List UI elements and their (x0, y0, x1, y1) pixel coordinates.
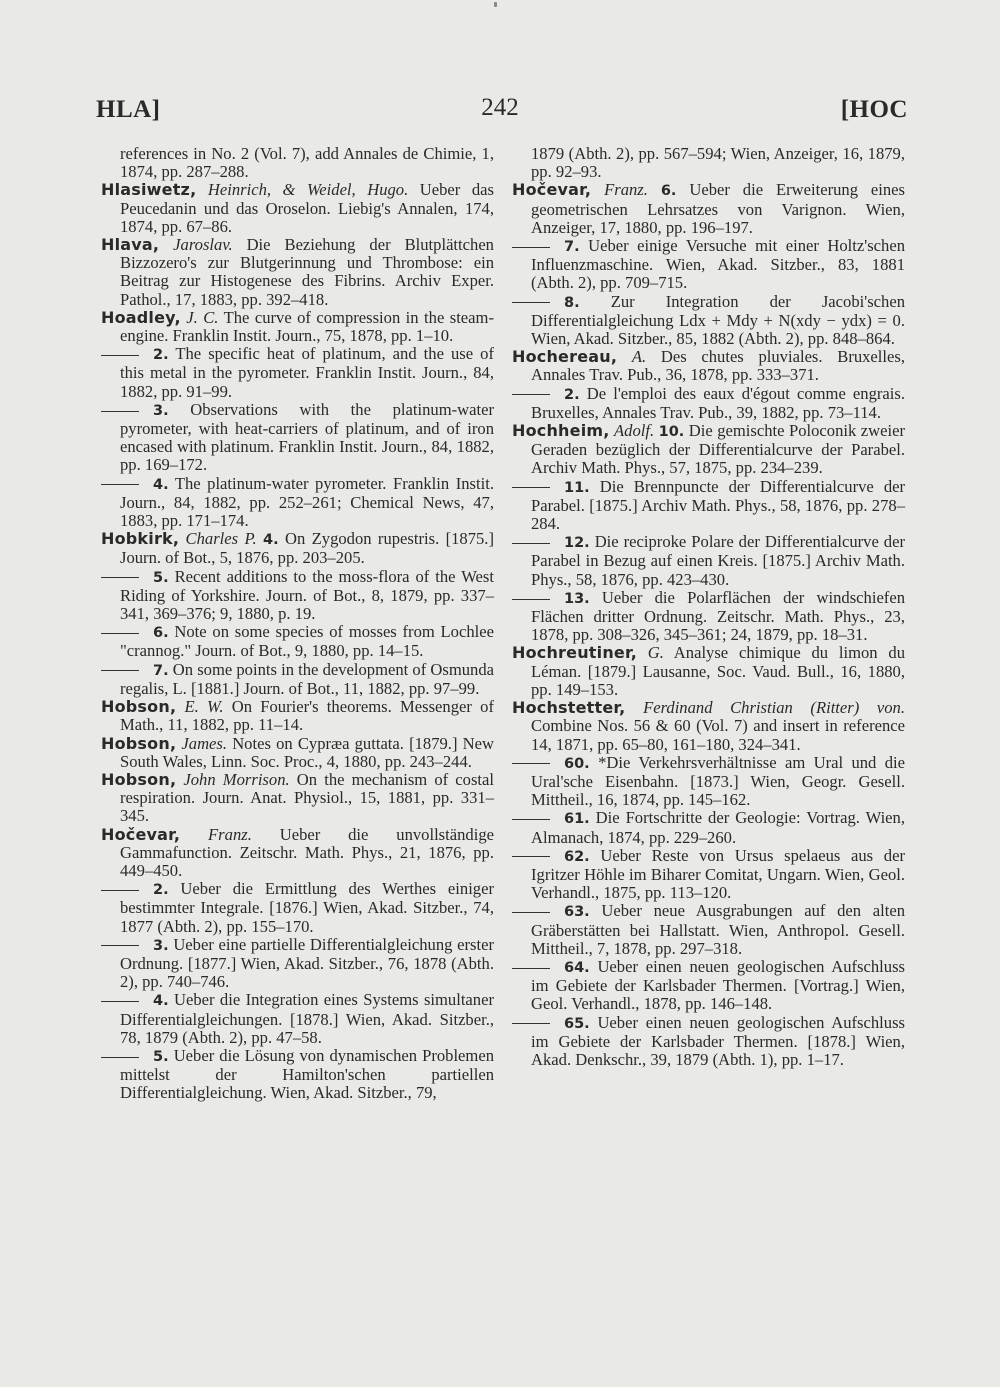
bibliography-entry (512, 533, 905, 589)
entry-number: 4. (153, 993, 169, 1010)
entry-text: De l'emploi des eaux d'égout comme engrais. Bruxelles, Annales Trav. Pub., 39, 1882, pp. 73–114. (531, 383, 905, 422)
author-surname: Hlava, (101, 235, 160, 255)
entry-number: 61. (564, 811, 590, 828)
entry-text: Ueber die Polarflächen der windschiefen Flächen dritter Ordnung. Zeitschr. Math. Phys., 23, 1878, pp. 308–326, 345–361; 24, 1879, pp. 18–31. (531, 587, 905, 645)
page-number: 242 (481, 94, 519, 121)
ditto-dash (512, 1023, 550, 1024)
ditto-dash (101, 355, 139, 356)
author-given-name: Franz. (604, 180, 648, 200)
bibliography-entry (101, 309, 494, 345)
ditto-dash (101, 484, 139, 485)
author-surname: Hochheim, (512, 421, 610, 441)
entry-text: Ueber die Lösung von dynamischen Problemen mittelst der Hamilton'schen partiellen Differentialgleichung. Wien, Akad. Sitzber., 79, (120, 1045, 494, 1103)
author-given-name: John Morrison. (183, 769, 290, 789)
author-given-name: Charles P. (185, 529, 257, 549)
bibliography-entry (101, 826, 494, 881)
bibliography-entry (512, 958, 905, 1014)
author-surname: Hobson, (101, 769, 177, 789)
entry-text: Des chutes pluviales. Bruxelles, Annales Trav. Pub., 36, 1878, pp. 333–371. (531, 347, 905, 385)
entry-text: Die gemischte Poloconik zweier Geraden bezüglich der Differentialcurve der Parabel. Archiv Math. Phys., 57, 1875, pp. 234–239. (531, 421, 905, 478)
ditto-dash (512, 394, 550, 395)
entry-text: The platinum-water pyrometer. Franklin Instit. Journ., 84, 1882, pp. 252–261; Chemical News, 47, 1883, pp. 171–174. (120, 473, 494, 531)
entry-text: Ueber die unvollständige Gammafunction. Zeitschr. Math. Phys., 21, 1876, pp. 449–450. (120, 824, 494, 880)
ditto-dash (512, 302, 550, 303)
entry-number: 4. (153, 476, 169, 493)
entry-text: Notes on Cypræa guttata. [1879.] New South Wales, Linn. Soc. Proc., 4, 1880, pp. 243–244. (120, 733, 494, 771)
bibliography-entry (101, 568, 494, 624)
bibliography-entry (101, 661, 494, 698)
author-given-name: G. (647, 643, 664, 663)
entry-text: Ueber einige Versuche mit einer Holtz'schen Influenzmaschine. Wien, Akad. Sitzber., 83, 1881 (Abth. 2), pp. 709–715. (531, 236, 905, 293)
author-given-name: Adolf. (614, 421, 655, 441)
entry-text: Observations with the platinum-water pyrometer, with heat-carriers of platinum, and of iron encased with platinum. Franklin Instit. Journ., 84, 1882, pp. 169–172. (120, 399, 494, 475)
entry-text: 1879 (Abth. 2), pp. 567–594; Wien, Anzeiger, 16, 1879, pp. 92–93. (531, 144, 905, 182)
entry-text: On Zygodon rupestris. [1875.] Journ. of Bot., 5, 1876, pp. 203–205. (120, 529, 494, 568)
entry-text: Ueber das Peucedanin und das Oroselon. Liebig's Annalen, 174, 1874, pp. 67–86. (120, 180, 494, 236)
bibliography-entry (101, 936, 494, 992)
ditto-dash (101, 945, 139, 946)
entry-text: Note on some species of mosses from Lochlee "crannog." Journ. of Bot., 9, 1880, pp. 14–15. (120, 622, 494, 661)
entry-text: Ueber die Ermittlung des Werthes einiger bestimmter Integrale. [1876.] Wien, Akad. Sitzber., 74, 1877 (Abth. 2), pp. 155–170. (120, 879, 494, 936)
bibliography-entry (512, 348, 905, 384)
entry-number: 4. (263, 532, 279, 549)
bibliography-entry (101, 991, 494, 1047)
author-surname: Hobson, (101, 733, 177, 753)
entry-number: 5. (153, 1048, 169, 1065)
ditto-dash (101, 411, 139, 412)
entry-number: 6. (153, 625, 169, 642)
entry-number: 12. (564, 535, 590, 552)
bibliography-entry (101, 771, 494, 826)
entry-text: On the mechanism of costal respiration. Journ. Anat. Physiol., 15, 1881, pp. 331–345. (120, 769, 495, 826)
entry-text: The specific heat of platinum, and the use of this metal in the pyrometer. Franklin Instit. Journ., 84, 1882, pp. 91–99. (120, 344, 494, 401)
ditto-dash (512, 856, 550, 857)
ditto-dash (512, 819, 550, 820)
entry-number: 8. (564, 294, 580, 311)
ditto-dash (512, 968, 550, 969)
header-range-start: HLA] (96, 96, 161, 123)
author-surname: Hobkirk, (101, 529, 180, 549)
author-surname: Hočevar, (101, 824, 181, 844)
bibliography-entry (512, 699, 905, 754)
author-given-name: E. W. (184, 697, 224, 717)
bibliography-entry (512, 293, 905, 349)
bibliography-entry (101, 735, 494, 771)
entry-text: Die reciproke Polare der Differentialcurve der Parabel in Bezug auf einen Kreis. [1875.] Archiv Math. Phys., 58, 1876, pp. 423–430. (531, 532, 905, 589)
author-surname: Hochstetter, (512, 698, 626, 718)
bibliography-entry (512, 478, 905, 534)
entry-number: 2. (153, 347, 169, 364)
ditto-dash (512, 247, 550, 248)
ditto-dash (101, 670, 139, 671)
bibliography-entry (101, 530, 494, 567)
bibliography-entry (101, 475, 494, 531)
entry-number: 64. (564, 959, 590, 976)
entry-number: 11. (564, 479, 590, 496)
entry-number: 65. (564, 1015, 590, 1032)
entry-text: Die Beziehung der Blutplättchen Bizzozero's zur Blutgerinnung und Thrombose: ein Beitrag zur Histogenese des Fibrins. Archiv Exper. Pathol., 17, 1883, pp. 392–418. (120, 235, 494, 309)
author-given-name: James. (181, 733, 228, 753)
ditto-dash (512, 599, 550, 600)
bibliography-entry (512, 422, 905, 478)
entry-number: 6. (660, 183, 677, 200)
entry-text: On some points in the development of Osmunda regalis, L. [1881.] Journ. of Bot., 11, 1882, pp. 97–99. (120, 659, 494, 698)
ditto-dash (101, 890, 139, 891)
entry-text: Ueber einen neuen geologischen Aufschluss im Gebiete der Karlsbader Thermen. [1878.] Wien, Akad. Denkschr., 39, 1879 (Abth. 1), pp. 1–17. (531, 1012, 905, 1069)
bibliography-entry (512, 809, 905, 846)
bibliography-entry (512, 644, 905, 699)
entry-number: 7. (153, 662, 169, 679)
entry-text: *Die Verkehrsverhältnisse am Ural und die Ural'sche Eisenbahn. [1873.] Wien, Geogr. Gesell. Mittheil., 16, 1874, pp. 145–162. (531, 752, 905, 810)
author-given-name: Jaroslav. (173, 235, 233, 255)
entry-number: 3. (153, 402, 169, 419)
author-given-name: Franz. (208, 824, 252, 844)
entry-text: Zur Integration der Jacobi'schen Differentialgleichung Ldx + Mdy + N(xdy − ydx) = 0. Wien, Akad. Sitzber., 85, 1882 (Abth. 2), pp. 848–864. (531, 291, 905, 349)
bibliography-entry (101, 623, 494, 660)
author-surname: Hočevar, (512, 180, 592, 200)
entry-number: 7. (564, 239, 580, 256)
bibliography-entry (512, 385, 905, 422)
entry-number: 3. (153, 937, 169, 954)
entry-number: 5. (153, 569, 169, 586)
bibliography-entry (101, 698, 494, 734)
author-given-name: A. (631, 347, 647, 367)
entry-text: Die Brennpuncte der Differentialcurve der Parabel. [1875.] Archiv Math. Phys., 58, 1876, pp. 278–284. (531, 476, 906, 534)
entry-number: 60. (564, 755, 590, 772)
author-surname: Hlasiwetz, (101, 180, 197, 200)
ditto-dash (512, 912, 550, 913)
ditto-dash (101, 1001, 139, 1002)
running-header (0, 96, 1000, 136)
ditto-dash (101, 577, 139, 578)
author-given-name: Ferdinand Christian (Ritter) von. (643, 698, 905, 718)
author-given-name: J. C. (186, 307, 219, 327)
entry-number: 63. (564, 904, 590, 921)
ditto-dash (512, 543, 550, 544)
ditto-dash (101, 1057, 139, 1058)
left-column (101, 145, 494, 1103)
entry-number: 2. (153, 882, 169, 899)
author-surname: Hoadley, (101, 307, 181, 327)
bibliography-entry (512, 181, 905, 237)
ditto-dash (512, 763, 550, 764)
header-range-end: [HOC (840, 96, 908, 123)
ditto-dash (101, 633, 139, 634)
bibliography-entry (101, 145, 494, 181)
entry-number: 13. (564, 590, 590, 607)
bibliography-entry (101, 401, 494, 475)
bibliography-entry (101, 181, 494, 236)
entry-text: On Fourier's theorems. Messenger of Math., 11, 1882, pp. 11–14. (120, 697, 494, 735)
entry-number: 2. (564, 386, 580, 403)
author-surname: Hochreutiner, (512, 643, 637, 663)
entry-text: references in No. 2 (Vol. 7), add Annales de Chimie, 1, 1874, pp. 287–288. (120, 144, 494, 182)
entry-text: Analyse chimique du limon du Léman. [1879.] Lausanne, Soc. Vaud. Bull., 16, 1880, pp. 149–153. (531, 643, 905, 699)
bibliography-entry (101, 345, 494, 401)
bibliography-entry (512, 847, 905, 903)
author-given-name: Heinrich, & Weidel, Hugo. (207, 180, 409, 200)
bibliography-entry (101, 236, 494, 309)
bibliography-entry (101, 1047, 494, 1103)
entry-text: Ueber die Integration eines Systems simultaner Differentialgleichungen. [1878.] Wien, Akad. Sitzber., 78, 1879 (Abth. 2), pp. 47–58. (120, 990, 494, 1047)
entry-text: Ueber die Erweiterung eines geometrischen Lehrsatzes von Varignon. Wien, Anzeiger, 17, 1880, pp. 196–197. (531, 180, 905, 237)
author-surname: Hobson, (101, 697, 177, 717)
entry-text: Die Fortschritte der Geologie: Vortrag. Wien, Almanach, 1874, pp. 229–260. (531, 808, 905, 847)
bibliography-entry (512, 589, 905, 645)
author-surname: Hochereau, (512, 347, 618, 367)
bibliography-entry (101, 880, 494, 936)
bibliography-entry (512, 902, 905, 958)
bibliography-entry (512, 754, 905, 810)
bibliography-entry (512, 237, 905, 293)
entry-number: 62. (564, 848, 590, 865)
entry-text: Ueber eine partielle Differentialgleichung erster Ordnung. [1877.] Wien, Akad. Sitzber., 76, 1878 (Abth. 2), pp. 740–746. (120, 934, 494, 992)
entry-text: Ueber einen neuen geologischen Aufschluss im Gebiete der Karlsbader Thermen. [Vortrag.] Wien, Geol. Verhandl., 1878, pp. 146–148. (531, 956, 905, 1014)
entry-text: The curve of compression in the steam-engine. Franklin Instit. Journ., 75, 1878, pp. 1–10. (120, 307, 494, 346)
ditto-dash (512, 487, 550, 488)
right-column (512, 145, 905, 1069)
print-mark (494, 2, 497, 7)
bibliography-entry (512, 1014, 905, 1070)
entry-text: Combine Nos. 56 & 60 (Vol. 7) and insert in reference 14, 1871, pp. 65–80, 161–180, 324–341. (531, 716, 905, 754)
entry-number: 10. (658, 424, 685, 441)
entry-text: Ueber neue Ausgrabungen auf den alten Gräberstätten bei Hallstatt. Wien, Anthropol. Gesell. Mittheil., 7, 1878, pp. 297–318. (531, 901, 905, 958)
entry-text: Ueber Reste von Ursus spelaeus aus der Igritzer Höhle im Biharer Comitat, Ungarn. Wien, Geol. Verhandl., 1875, pp. 113–120. (531, 845, 905, 903)
entry-text: Recent additions to the moss-flora of the West Riding of Yorkshire. Journ. of Bot., 8, 1879, pp. 337–341, 369–376; 9, 1880, p. 19. (120, 566, 494, 624)
bibliography-entry (512, 145, 905, 181)
